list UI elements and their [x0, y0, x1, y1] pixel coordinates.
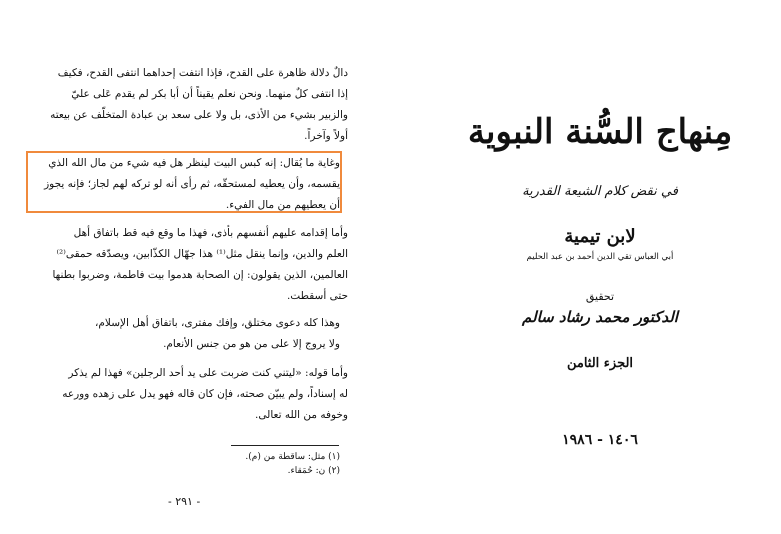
editor-label: تحقيق: [585, 290, 615, 303]
title-page: [440, 0, 781, 534]
text-line: أن يعطيهم من مال الفيء.: [225, 199, 340, 211]
text-line: أولاً وآخراً.: [304, 130, 348, 142]
text-line: حتى أسقطت.: [286, 290, 348, 302]
paragraph-1: [50, 63, 348, 147]
text-line: والزبير بشيء من الأذى، بل ولا على سعد بن عبادة المتخلّف عن بيعته: [50, 109, 348, 121]
text-line: العلم والدين، وإنما ينقل مثل⁽¹⁾ هذا جهّال الكذّابين، ويصدّقه حمقى⁽²⁾: [56, 248, 348, 260]
text-line: وأما إقدامه عليهم أنفسهم بأذى، فهذا ما وقع فيه قط باتفاق أهل: [73, 227, 348, 239]
page-number: - ٢٩١ -: [168, 495, 201, 508]
text-line: العالمين، الذين يقولون: إن الصحابة هدموا بيت فاطمة، وضربوا بطنها: [52, 269, 348, 281]
paragraph-3: [52, 223, 348, 307]
publication-date: ١٤٠٦ - ١٩٨٦: [562, 432, 638, 448]
text-line: دالٌ دلالة ظاهرة على القدح، فإذا انتفت إحداهما انتفى القدح، فكيف: [57, 67, 348, 79]
text-line: وغاية ما يُقال: إنه كبس البيت لينظر هل فيه شيء من مال الله الذي: [48, 157, 340, 169]
author-full-name: أبي العباس تقي الدين أحمد بن عبد الحليم: [526, 252, 674, 262]
text-line: إذا انتفى كلٌ منهما. ونحن نعلم يقيناً أن أبا بكر لم يقدم عَلى عليّ: [71, 88, 348, 100]
book-subtitle: في نقض كلام الشيعة القدرية: [522, 184, 678, 199]
paragraph-4: [95, 313, 340, 355]
volume-label: الجزء الثامن: [566, 356, 634, 371]
text-line: وهذا كله دعوى مختلق، وإفك مفترى، باتفاق أهل الإسلام،: [95, 317, 340, 329]
footnote-2: (٢) ن: حُمَقاء.: [287, 466, 340, 476]
author-name: لابن تيمية: [564, 226, 636, 247]
book-title: مِنهاج السُّنة النبوية: [467, 112, 733, 152]
paragraph-2-highlighted: [44, 153, 340, 216]
text-line: وخوفه من الله تعالى.: [255, 409, 348, 421]
editor-name: الدكتور محمد رشاد سالم: [522, 308, 678, 326]
text-line: ولا يروج إلا على من هو من جنس الأنعام.: [163, 338, 340, 350]
left-page: [18, 55, 358, 525]
text-line: وأما قوله: «ليتني كنت ضربت على يد أحد الرجلين» فهذا لم يذكر: [68, 367, 348, 379]
paragraph-5: [62, 363, 348, 426]
footnote-1: (١) مثل: ساقطة من (م).: [245, 452, 340, 462]
text-line: يقسمه، وأن يعطيه لمستحقّه، ثم رأى أنه لو تركه لهم لجاز؛ فإنه يجوز: [44, 178, 340, 190]
text-line: له إسناداً، ولم يبيّن صحته، فإن كان قاله فهو يدل على زهده وورعه: [62, 388, 348, 400]
footnote-divider: [231, 445, 339, 446]
footnotes: [245, 450, 340, 478]
